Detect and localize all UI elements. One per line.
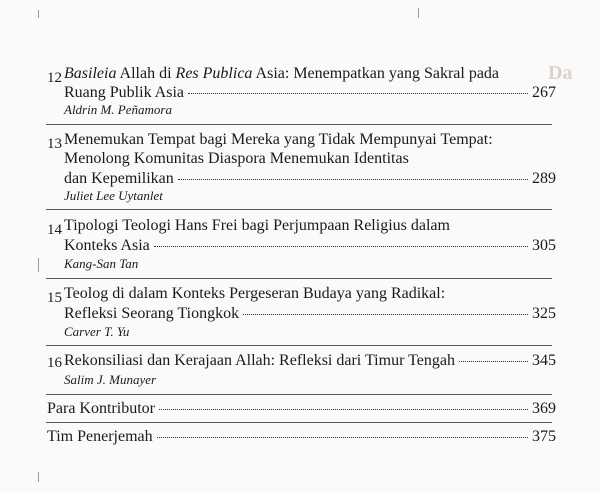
title-italic-text: Res Publica — [175, 65, 253, 82]
divider — [46, 278, 552, 279]
title-text: Asia: Menempatkan yang Sakral pada — [252, 65, 500, 82]
dot-leader — [243, 314, 528, 315]
chapter-number: 16 — [47, 355, 62, 371]
bleed-through-text: Da — [548, 62, 573, 84]
chapter-title-line: Rekonsiliasi dan Kerajaan Allah: Refleksi dari Timur Tengah — [64, 352, 455, 369]
chapter-title-leader-line — [64, 352, 556, 370]
dot-leader — [159, 409, 528, 410]
page-number: 345 — [532, 352, 556, 369]
chapter-title-line: Menemukan Tempat bagi Mereka yang Tidak Mempunyai Tempat: — [64, 131, 493, 148]
divider — [46, 422, 552, 423]
chapter-title-line: Ruang Publik Asia — [64, 84, 185, 101]
page-number: 267 — [532, 84, 556, 101]
chapter-title-line: Konteks Asia — [64, 237, 150, 254]
crop-mark — [38, 472, 39, 482]
crop-mark — [38, 10, 39, 18]
page-number: 375 — [532, 428, 556, 445]
page-number: 369 — [532, 400, 556, 417]
dot-leader — [154, 246, 528, 247]
chapter-title-line: Teolog di dalam Konteks Pergeseran Budaya yang Radikal: — [64, 285, 446, 302]
chapter-number: 15 — [47, 290, 62, 306]
page-number: 305 — [532, 237, 556, 254]
toc-entry-translators[interactable] — [47, 428, 556, 446]
crop-mark — [38, 258, 39, 272]
chapter-title-leader-line — [64, 84, 556, 102]
crop-mark — [418, 8, 419, 18]
chapter-author: Aldrin M. Peñamora — [64, 102, 172, 117]
chapter-number: 14 — [47, 222, 62, 238]
title-italic-text: Basileia — [64, 65, 117, 82]
toc-entry-contributors[interactable] — [47, 400, 556, 418]
chapter-title-leader-line — [64, 170, 556, 188]
divider — [46, 345, 552, 346]
page-number: 325 — [532, 305, 556, 322]
chapter-author: Juliet Lee Uytanlet — [64, 188, 163, 203]
divider — [46, 124, 552, 125]
dot-leader — [459, 361, 528, 362]
page-number: 289 — [532, 170, 556, 187]
chapter-title-line: Tipologi Teologi Hans Frei bagi Perjumpaan Religius dalam — [64, 217, 450, 234]
dot-leader — [157, 437, 528, 438]
chapter-title-line: Refleksi Seorang Tiongkok — [64, 305, 240, 322]
chapter-author: Kang-San Tan — [64, 256, 139, 271]
dot-leader — [178, 179, 528, 180]
chapter-author: Salim J. Munayer — [64, 372, 157, 387]
divider — [46, 209, 552, 210]
divider — [46, 394, 552, 395]
back-matter-label: Tim Penerjemah — [47, 428, 153, 445]
title-text: Allah di — [116, 65, 176, 82]
back-matter-label: Para Kontributor — [47, 400, 155, 417]
chapter-title-line: dan Kepemilikan — [64, 170, 174, 187]
chapter-title-line — [64, 65, 499, 83]
chapter-author: Carver T. Yu — [64, 324, 130, 339]
chapter-title-leader-line — [64, 305, 556, 323]
chapter-number: 12 — [47, 70, 62, 86]
chapter-title-leader-line — [64, 237, 556, 255]
chapter-number: 13 — [47, 136, 62, 152]
chapter-title-line: Menolong Komunitas Diaspora Menemukan Identitas — [64, 150, 409, 167]
dot-leader — [188, 93, 528, 94]
